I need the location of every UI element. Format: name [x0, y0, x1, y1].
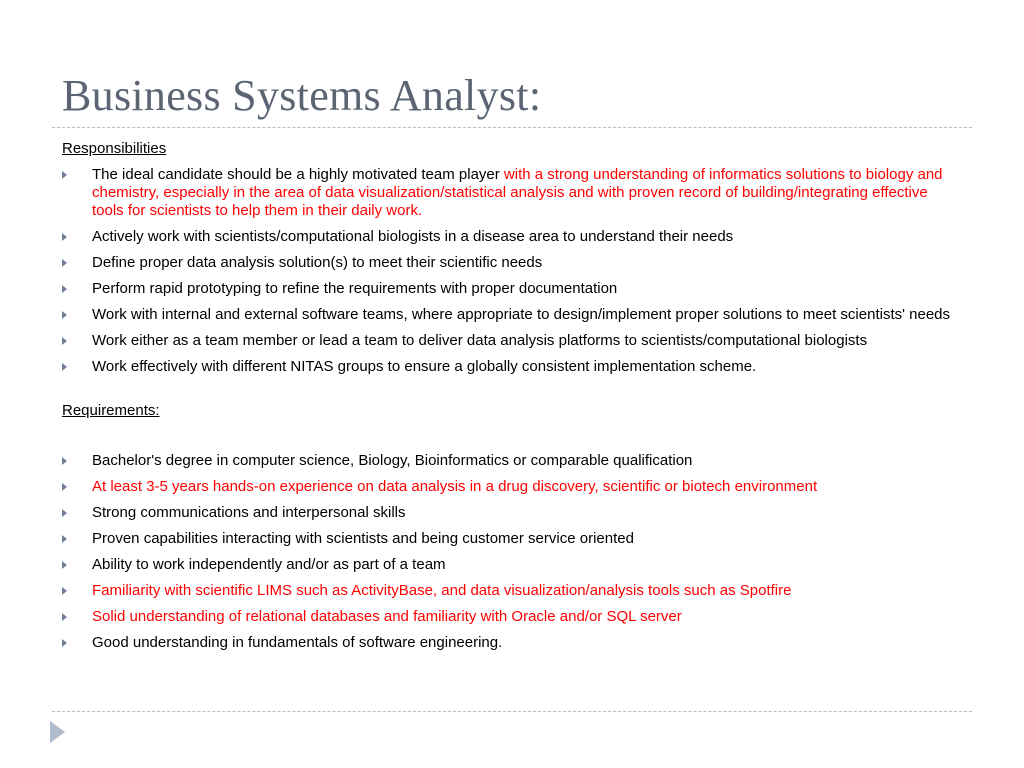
list-item	[62, 608, 962, 626]
item-highlight-text: At least 3-5 years hands-on experience on data analysis in a drug discovery, scientific or biotech environment	[92, 478, 818, 495]
bullet-arrow-icon	[62, 337, 67, 345]
bullet-arrow-icon	[62, 171, 67, 179]
item-text: Ability to work independently and/or as part of a team	[92, 556, 446, 573]
bullet-arrow-icon	[62, 363, 67, 371]
bullet-arrow-icon	[62, 639, 67, 647]
list-item	[62, 358, 962, 376]
bullet-arrow-icon	[62, 311, 67, 319]
item-text: Bachelor's degree in computer science, Biology, Bioinformatics or comparable qualification	[92, 452, 693, 469]
requirements-heading: Requirements:	[62, 402, 160, 419]
responsibilities-heading: Responsibilities	[62, 140, 167, 157]
item-text: Work effectively with different NITAS groups to ensure a globally consistent implementation scheme.	[92, 358, 757, 375]
bullet-arrow-icon	[62, 509, 67, 517]
bullet-arrow-icon	[62, 233, 67, 241]
bullet-arrow-icon	[62, 535, 67, 543]
list-item	[62, 166, 962, 220]
list-item	[62, 634, 962, 652]
list-item	[62, 556, 962, 574]
list-item	[62, 478, 962, 496]
requirements-list	[62, 452, 962, 652]
item-highlight-text: with a strong understanding of informatics solutions to biology and chemistry, especially in the area of data visualization/statistical analysis and with proven record of building/integrating effective tools for scientists to help them in their daily work.	[92, 166, 943, 219]
item-text: Define proper data analysis solution(s) to meet their scientific needs	[92, 254, 543, 271]
list-item	[62, 280, 962, 298]
item-text: Perform rapid prototyping to refine the requirements with proper documentation	[92, 280, 618, 297]
item-text: Good understanding in fundamentals of software engineering.	[92, 634, 503, 651]
bullet-arrow-icon	[62, 561, 67, 569]
item-text: Proven capabilities interacting with scientists and being customer service oriented	[92, 530, 634, 547]
bullet-arrow-icon	[62, 457, 67, 465]
item-text: Work with internal and external software teams, where appropriate to design/implement proper solutions to meet scientists' needs	[92, 306, 951, 323]
list-item	[62, 582, 962, 600]
item-text: Actively work with scientists/computational biologists in a disease area to understand their needs	[92, 228, 734, 245]
item-text: The ideal candidate should be a highly motivated team player	[92, 166, 504, 183]
item-highlight-text: Familiarity with scientific LIMS such as ActivityBase, and data visualization/analysis tools such as Spotfire	[92, 582, 792, 599]
list-item	[62, 254, 962, 272]
item-text: Work either as a team member or lead a team to deliver data analysis platforms to scientists/computational biologists	[92, 332, 868, 349]
bottom-divider	[52, 711, 972, 712]
next-slide-arrow-icon[interactable]	[50, 721, 65, 743]
responsibilities-list	[62, 166, 962, 376]
bullet-arrow-icon	[62, 285, 67, 293]
slide-content	[62, 140, 962, 652]
list-item	[62, 228, 962, 246]
bullet-arrow-icon	[62, 587, 67, 595]
bullet-arrow-icon	[62, 259, 67, 267]
bullet-arrow-icon	[62, 483, 67, 491]
list-item	[62, 504, 962, 522]
list-item	[62, 452, 962, 470]
item-highlight-text: Solid understanding of relational databases and familiarity with Oracle and/or SQL server	[92, 608, 682, 625]
list-item	[62, 332, 962, 350]
list-item	[62, 530, 962, 548]
slide-title: Business Systems Analyst:	[62, 71, 542, 120]
item-text: Strong communications and interpersonal skills	[92, 504, 406, 521]
bullet-arrow-icon	[62, 613, 67, 621]
top-divider	[52, 127, 972, 128]
list-item	[62, 306, 962, 324]
